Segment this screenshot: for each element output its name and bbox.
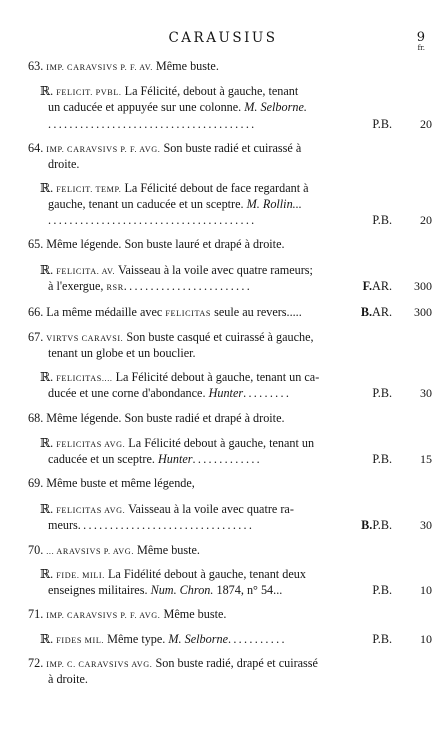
obverse-legend: IMP. CARAVSIVS P. F. AV. <box>46 63 153 72</box>
metal: P.B. <box>372 452 392 466</box>
entry-70 <box>28 542 200 560</box>
reverse-text: Même type. <box>107 632 166 646</box>
reverse-63-line2 <box>48 99 307 115</box>
entry-number: 71. <box>28 607 44 621</box>
entry-text: La même médaille avec <box>46 305 163 319</box>
metal: P.B. <box>372 632 392 646</box>
reverse-sign: ℝ. <box>40 436 54 450</box>
reverse-64-line2 <box>48 196 302 212</box>
rarity-value: 10 <box>420 583 432 597</box>
reverse-text: La Félicité, debout à gauche, tenant <box>124 84 299 98</box>
reverse-legend: FELICITAS AVG. <box>56 440 126 449</box>
reverse-sign: ℝ. <box>40 632 54 646</box>
metal-mark: B. <box>360 305 373 319</box>
entry-65 <box>28 236 285 252</box>
reverse-67-line2 <box>48 385 291 401</box>
entry-number: 72. <box>28 656 44 670</box>
owner: Hunter <box>208 386 244 400</box>
entry-text: Même légende. Son buste radié et drapé à droite. <box>46 411 285 425</box>
entry-text: Son buste radié et cuirassé à <box>163 141 302 155</box>
reverse-sign: ℝ. <box>40 502 54 516</box>
reverse-71-line1 <box>40 631 287 649</box>
rarity-value: 20 <box>420 117 432 131</box>
leader-dots: ........... <box>227 632 287 646</box>
obverse-legend: VIRTVS CARAVSI. <box>46 334 124 343</box>
entry-63 <box>28 58 219 76</box>
obverse-legend: IMP. CARAVSIVS P. F. AVG. <box>46 611 161 620</box>
reverse-legend: FELICITAS AVG. <box>56 506 126 515</box>
entry-text: Même buste et même légende, <box>46 476 195 490</box>
rarity-value: 10 <box>420 632 432 646</box>
metal: P.B. <box>372 583 392 597</box>
entry-71 <box>28 606 226 624</box>
entry-text: Même buste. <box>155 59 219 73</box>
obverse-legend: FELICITAS <box>165 309 212 318</box>
metal: AR. <box>372 305 392 319</box>
reverse-text: La Félicité debout à gauche, tenant un ca- <box>115 370 320 384</box>
leader-dots: ......... <box>243 386 292 400</box>
leader-dots: ....................................... <box>48 117 257 131</box>
rarity-value: 30 <box>420 518 432 532</box>
entry-number: 66. <box>28 305 44 319</box>
leader-dots: ............. <box>192 452 263 466</box>
obverse-legend: IMP. C. CARAVSIVS AVG. <box>46 660 153 669</box>
reverse-sign: ℝ. <box>40 370 54 384</box>
exergue-legend: RSR <box>106 283 124 292</box>
reverse-text: à l'exergue, <box>48 279 104 293</box>
owner: M. Selborne. <box>244 100 307 114</box>
reverse-text: meurs <box>48 518 78 532</box>
reverse-text: La Fidélité debout à gauche, tenant deux <box>107 567 306 581</box>
entry-text: à droite. <box>48 672 88 686</box>
entry-69 <box>28 475 195 491</box>
metal-with-mark <box>361 304 392 320</box>
page-number-value: 9 <box>416 30 425 45</box>
reverse-legend: FIDE. MILI. <box>56 571 105 580</box>
metal-mark: F. <box>362 279 373 293</box>
leader-dots: ................................. <box>77 518 255 532</box>
leader-dots: ........................ <box>123 279 253 293</box>
entry-text: Son buste casqué et cuirassé à gauche, <box>126 330 314 344</box>
reverse-legend: FELICIT. TEMP. <box>56 185 122 194</box>
obverse-legend: ... ARAVSIVS P. AVG. <box>46 547 134 556</box>
metal: AR. <box>372 279 392 293</box>
reference: 1874, n° 54... <box>216 583 283 597</box>
reverse-legend: FELICITA. AV. <box>56 267 116 276</box>
reverse-69-line2 <box>48 517 254 533</box>
entry-text: droite. <box>48 157 80 171</box>
entry-number: 69. <box>28 476 44 490</box>
metal-mark: B. <box>361 518 373 532</box>
reverse-legend: FELICIT. PVBL. <box>56 88 122 97</box>
owner: Hunter <box>157 452 193 466</box>
rarity-value: 300 <box>414 279 432 293</box>
entry-number: 68. <box>28 411 44 425</box>
entry-66 <box>28 304 302 322</box>
entry-text: Même buste. <box>137 543 200 557</box>
rarity-value: 300 <box>414 305 432 319</box>
running-title: CARAUSIUS <box>168 30 278 46</box>
page-number <box>417 31 425 52</box>
reverse-sign: ℝ. <box>40 181 54 195</box>
entry-number: 65. <box>28 237 44 251</box>
reverse-text: Vaisseau à la voile avec quatre ra- <box>128 502 294 516</box>
reverse-legend: FIDES MIL. <box>56 636 105 645</box>
rarity-value: 20 <box>420 213 432 227</box>
entry-text: Même buste. <box>163 607 227 621</box>
reverse-legend: FELICITAS.... <box>56 374 113 383</box>
entry-number: 63. <box>28 59 44 73</box>
reverse-text: ducée et une corne d'abondance. <box>48 386 206 400</box>
entry-text: Même légende. Son buste lauré et drapé à droite. <box>46 237 285 251</box>
reverse-text: La Félicité debout à gauche, tenant un <box>128 436 315 450</box>
leader-dots: ....................................... <box>48 213 257 227</box>
owner: M. Selborne <box>168 632 228 646</box>
reverse-sign: ℝ. <box>40 567 54 581</box>
entry-number: 70. <box>28 543 44 557</box>
reverse-text: caducée et un sceptre. <box>48 452 155 466</box>
entry-72-line2 <box>48 671 88 687</box>
entry-68 <box>28 410 285 426</box>
reverse-sign: ℝ. <box>40 84 54 98</box>
owner: Num. Chron. <box>150 583 214 597</box>
reverse-65-line2 <box>48 278 252 296</box>
metal: P.B. <box>372 117 392 131</box>
metal: P.B. <box>372 518 392 532</box>
entry-67-line2 <box>48 345 196 361</box>
entry-text: tenant un globe et un bouclier. <box>48 346 196 360</box>
owner: M. Rollin... <box>246 197 302 211</box>
reverse-text: gauche, tenant un caducée et un sceptre. <box>48 197 244 211</box>
metal: P.B. <box>372 386 392 400</box>
page-number-sub: fr. <box>417 44 425 52</box>
reverse-68-line2 <box>48 451 262 467</box>
entry-text: seule au revers..... <box>214 305 302 319</box>
reverse-text: La Félicité debout de face regardant à <box>124 181 309 195</box>
metal: P.B. <box>372 213 392 227</box>
entry-number: 64. <box>28 141 44 155</box>
entry-number: 67. <box>28 330 44 344</box>
reverse-text: enseignes militaires. <box>48 583 148 597</box>
reverse-70-line2 <box>48 582 282 598</box>
metal-with-mark <box>363 278 392 294</box>
reverse-text: Vaisseau à la voile avec quatre rameurs; <box>118 263 313 277</box>
rarity-value: 30 <box>420 386 432 400</box>
metal-with-mark <box>361 517 392 533</box>
rarity-value: 15 <box>420 452 432 466</box>
reverse-text: un caducée et appuyée sur une colonne. <box>48 100 242 114</box>
obverse-legend: IMP. CARAVSIVS P. F. AVG. <box>46 145 161 154</box>
reverse-sign: ℝ. <box>40 263 54 277</box>
entry-text: Son buste radié, drapé et cuirassé <box>155 656 318 670</box>
entry-64-line2 <box>48 156 79 172</box>
